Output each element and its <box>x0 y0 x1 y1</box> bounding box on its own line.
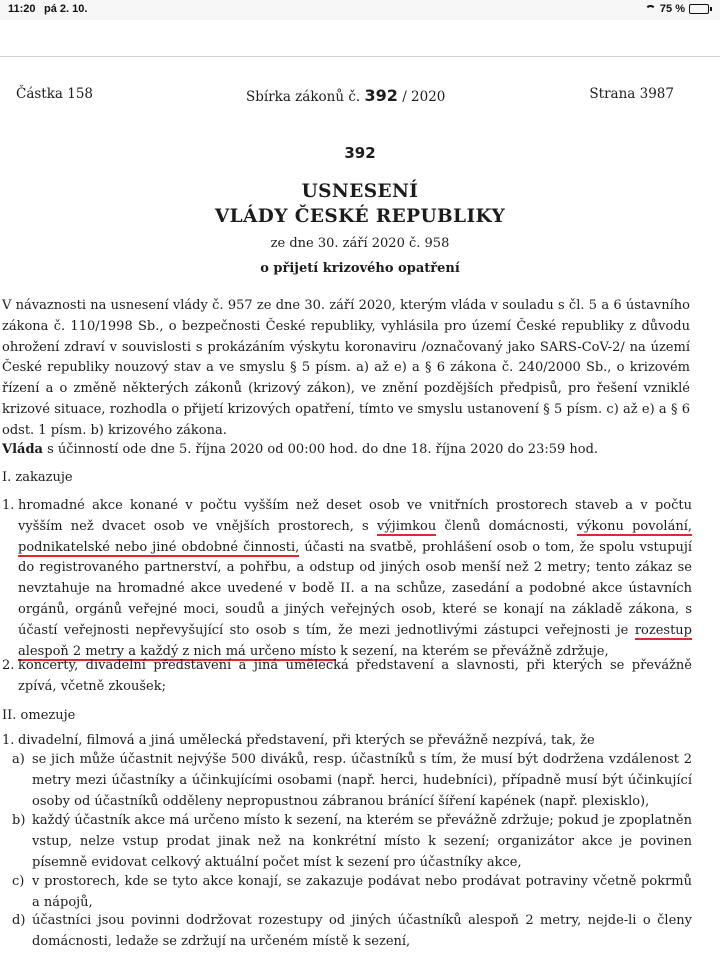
collection-year: / 2020 <box>402 89 446 105</box>
underlined-text: výkonu povolání, podnikatelské nebo jiné obdobné činnosti, <box>18 518 692 555</box>
item-marker: 1. <box>2 498 15 513</box>
item-text: se jich může účastnit nejvýše 500 diváků, resp. účastníků s tím, že musí být dodržena vzdálenost 2 metry mezi účastníky a účinkujícími osobami (např. herci, hudebníci), případně musí být účinkující osoby od účastníků odděleny nepropustnou zábranou bránící šíření kapének (např. plexisklo), <box>32 752 692 809</box>
text-run: k sezení, na kterém se převážně zdržuje, <box>336 643 609 659</box>
resolution-subject: o přijetí krizového opatření <box>260 261 460 276</box>
list-item <box>2 731 692 752</box>
list-item <box>2 656 692 698</box>
effective-period-text: s účinností ode dne 5. října 2020 od 00:00 hod. do dne 18. října 2020 do 23:59 hod. <box>42 442 599 457</box>
text-run: členů domácnosti, <box>436 518 577 534</box>
running-head-collection <box>246 86 445 105</box>
sub-item-b <box>12 811 692 873</box>
resolution-date: ze dne 30. září 2020 č. 958 <box>270 236 450 251</box>
item-marker: a) <box>12 752 25 767</box>
title-line-2: VLÁDY ČESKÉ REPUBLIKY <box>214 206 506 227</box>
wifi-icon <box>645 5 656 13</box>
text-run: účasti na svatbě, prohlášení osob o tom, že spolu vstupují do registrovaného partnerství, a pohřbu, a odstup od jiných osob menší než 2 metry; tento zákaz se nevztahuje na hromadné akce uvedené v bodě II. a na schůze, zasedání a podobné akce ústavních orgánů, orgánů veřejné moci, soudů a jiných veřejných osob, které se konají na základě zákona, s účastí veřejnosti nepřevyšující sto osob s tím, že mezi jednotlivými zástupci veřejnosti je <box>18 539 693 638</box>
item-text: koncerty, divadelní představení a jiná umělecká představení a slavnosti, při kterých se převážně zpívá, včetně zkoušek; <box>18 658 692 694</box>
battery-icon <box>689 4 709 14</box>
item-text: účastníci jsou povinni dodržovat rozestupy od jiných účastníků alespoň 2 metry, nejde-li o členy domácnosti, ledaže se zdržují na určeném místě k sezení, <box>32 913 692 949</box>
item-text: divadelní, filmová a jiná umělecká představení, při kterých se převážně nezpívá, tak, že <box>18 733 595 748</box>
item-text: v prostorech, kde se tyto akce konají, se zakazuje podávat nebo prodávat potraviny včetně pokrmů a nápojů, <box>32 874 692 910</box>
collection-prefix: Sbírka zákonů č. <box>246 89 361 105</box>
battery-percent: 75 % <box>659 3 685 15</box>
sub-item-a <box>12 750 692 812</box>
status-date: pá 2. 10. <box>44 3 88 15</box>
intro-paragraph: V návaznosti na usnesení vlády č. 957 ze dne 30. září 2020, kterým vláda v souladu s čl. 5 a 6 ústavního zákona č. 110/1998 Sb., o bezpečnosti České republiky, vyhlásila pro území České republiky z důvodu ohrožení zdraví v souvislosti s prokázáním výskytu koronaviru /označovaný jako SARS-CoV-2/ na území České republiky nouzový stav a ve smyslu § 5 písm. a) až e) a § 6 zákona č. 240/2000 Sb., o krizovém řízení a o změně některých zákonů (krizový zákon), ve znění pozdějších předpisů, pro řešení vzniklé krizové situace, rozhodla o přijetí krizových opatření, tímto ve smyslu ustanovení § 5 písm. c) až e) a § 6 odst. 1 písm. b) krizového zákona. <box>2 298 690 438</box>
battery-tip-icon <box>710 7 712 11</box>
status-right <box>645 3 712 15</box>
sub-item-c <box>12 872 692 914</box>
underlined-text: výjimkou <box>376 518 437 534</box>
section-II-heading: II. omezuje <box>2 708 76 723</box>
effective-period <box>2 440 692 461</box>
collection-number: 392 <box>364 86 398 105</box>
item-text: každý účastník akce má určeno místo k sezení, na kterém se převážně zdržuje; pokud je zpoplatněn vstup, nelze vstup prodat jinak než na konkrétní místo k sezení; organizátor akce je povinen písemně evidovat celkový aktuální počet míst k sezení pro účastníky akce, <box>32 813 692 870</box>
sub-item-d <box>12 911 692 953</box>
item-text <box>18 496 692 662</box>
document-number: 392 <box>344 144 376 162</box>
running-head-issue: Částka 158 <box>16 86 94 102</box>
item-marker: 1. <box>2 733 15 748</box>
title-line-1: USNESENÍ <box>301 181 419 202</box>
section-I-heading: I. zakazuje <box>2 470 73 485</box>
status-time: 11:20 <box>8 3 36 15</box>
status-bar <box>0 0 720 20</box>
government-label: Vláda <box>2 442 43 457</box>
item-marker: 2. <box>2 658 15 673</box>
text-run: hromadné akce konané v počtu vyšším než deset osob ve vnitřních prostorech staveb a v počtu vyšším než dvacet osob ve vnějších prostorech, s <box>18 498 692 534</box>
item-marker: d) <box>12 913 26 928</box>
list-item <box>2 496 692 662</box>
divider <box>0 56 720 57</box>
running-head-page: Strana 3987 <box>589 86 674 102</box>
item-marker: c) <box>12 874 25 889</box>
underlined-text: rozestup alespoň 2 metry a každý z nich má určeno místo <box>18 622 692 659</box>
item-marker: b) <box>12 813 26 828</box>
